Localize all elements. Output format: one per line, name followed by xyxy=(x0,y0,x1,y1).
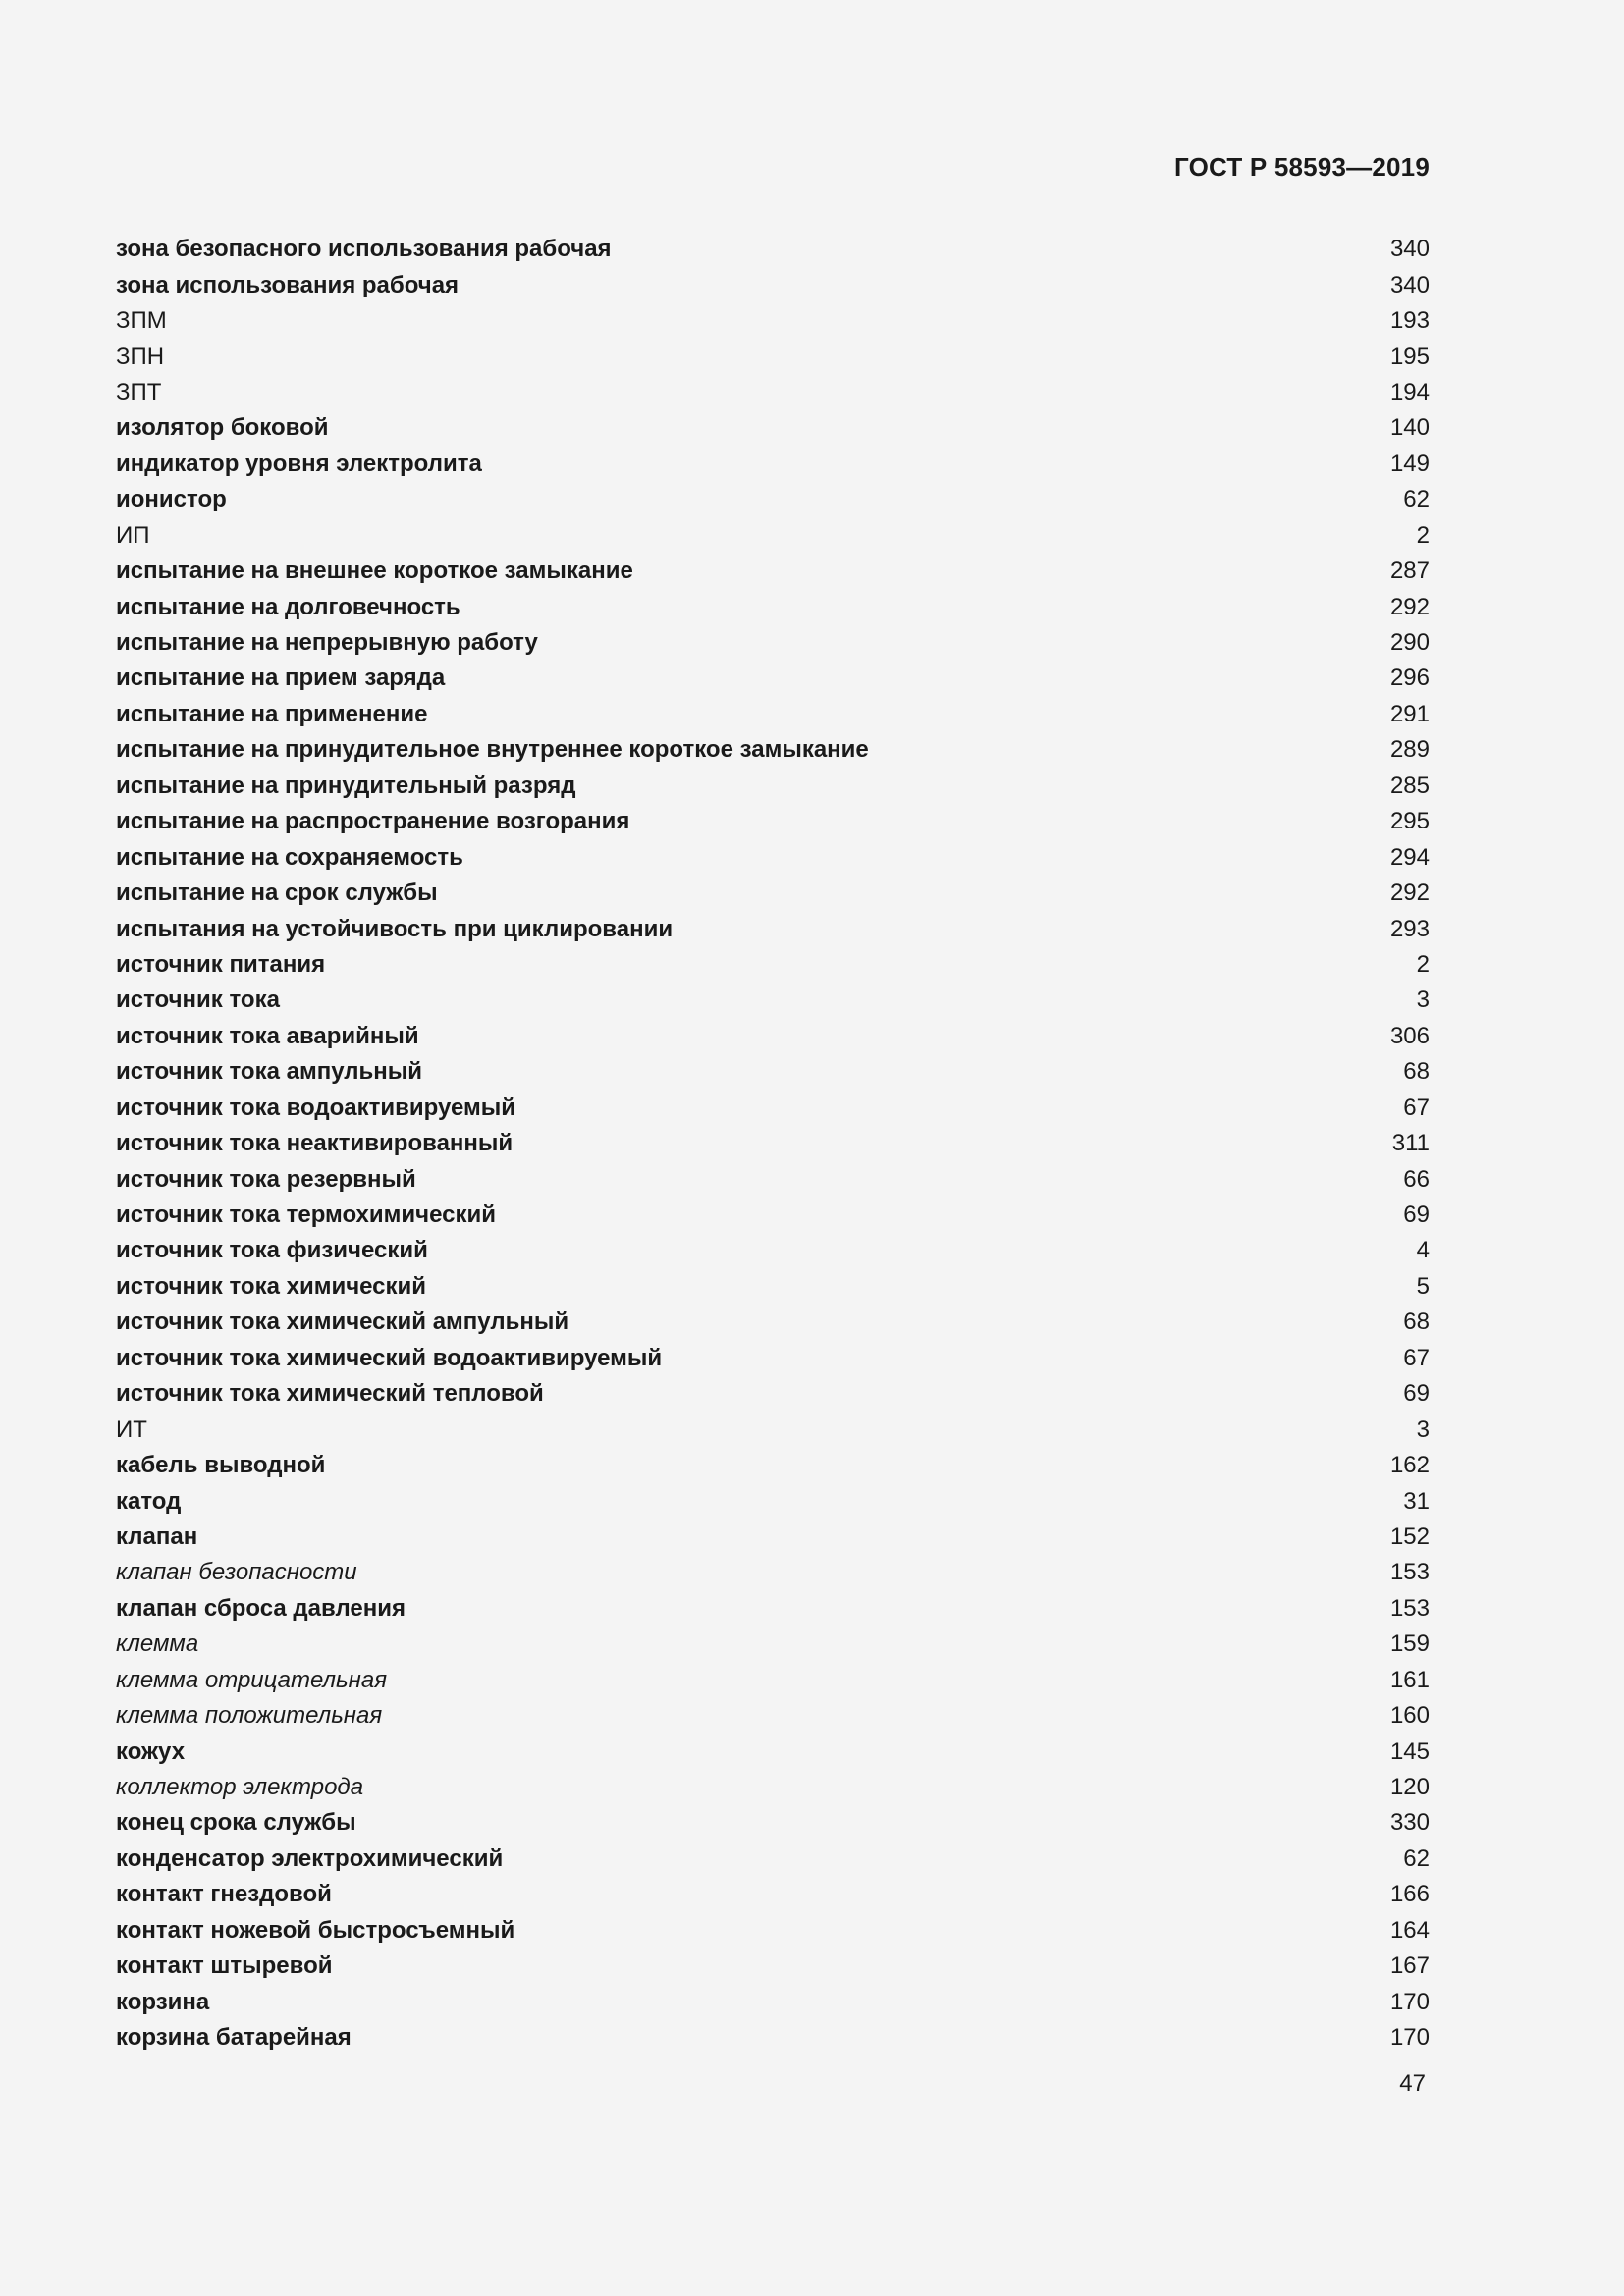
index-entry xyxy=(116,1555,1430,1590)
index-term: клемма отрицательная xyxy=(116,1666,388,1693)
index-page-ref: 295 xyxy=(1389,808,1430,835)
index-term: зона использования рабочая xyxy=(116,271,460,298)
index-page-ref: 289 xyxy=(1389,736,1430,764)
index-page-ref: 140 xyxy=(1389,414,1430,442)
index-term: источник питания xyxy=(116,950,326,978)
index-term: корзина xyxy=(116,1988,210,2015)
index-page-ref: 152 xyxy=(1389,1522,1430,1550)
index-term: кабель выводной xyxy=(116,1452,326,1479)
index-page-ref: 293 xyxy=(1389,915,1430,942)
index-page-ref: 145 xyxy=(1389,1737,1430,1765)
index-entry xyxy=(116,1054,1430,1090)
index-entry xyxy=(116,1483,1430,1519)
index-entry xyxy=(116,1591,1430,1627)
index-page-ref: 164 xyxy=(1389,1916,1430,1944)
index-page-ref: 340 xyxy=(1389,236,1430,263)
index-page-ref: 62 xyxy=(1403,1844,1430,1872)
index-page-ref: 68 xyxy=(1403,1058,1430,1086)
index-page-ref: 69 xyxy=(1403,1380,1430,1408)
index-entry xyxy=(116,732,1430,768)
index-term: зона безопасного использования рабочая xyxy=(116,236,612,263)
index-page-ref: 290 xyxy=(1389,629,1430,657)
index-page-ref: 291 xyxy=(1389,700,1430,727)
index-term: ЗПН xyxy=(116,343,165,370)
index-entry xyxy=(116,1233,1430,1268)
index-term: клемма xyxy=(116,1630,199,1658)
index-entry xyxy=(116,410,1430,446)
index-term: источник тока химический xyxy=(116,1272,427,1300)
index-term: катод xyxy=(116,1487,182,1515)
index-page-ref: 306 xyxy=(1389,1022,1430,1049)
index-page-ref: 66 xyxy=(1403,1165,1430,1193)
index-term: клапан сброса давления xyxy=(116,1594,406,1622)
index-term: ИП xyxy=(116,521,150,549)
index-entry xyxy=(116,1913,1430,1949)
page-number: 47 xyxy=(1399,2070,1426,2097)
index-page-ref: 292 xyxy=(1389,880,1430,907)
index-entry xyxy=(116,1126,1430,1161)
index-entry xyxy=(116,1877,1430,1912)
index-page-ref: 170 xyxy=(1389,1988,1430,2015)
index-entry xyxy=(116,1520,1430,1555)
index-entry xyxy=(116,267,1430,302)
index-entry xyxy=(116,1305,1430,1340)
index-term: коллектор электрода xyxy=(116,1774,364,1801)
index-entry xyxy=(116,1412,1430,1447)
index-term: испытание на срок службы xyxy=(116,880,438,907)
index-term: испытание на прием заряда xyxy=(116,665,446,692)
index-page-ref: 160 xyxy=(1389,1702,1430,1730)
index-entry xyxy=(116,911,1430,946)
index-page-ref: 340 xyxy=(1389,271,1430,298)
index-entry xyxy=(116,232,1430,267)
index-term: индикатор уровня электролита xyxy=(116,450,482,477)
index-entry xyxy=(116,518,1430,554)
index-page-ref: 166 xyxy=(1389,1881,1430,1908)
index-page-ref: 194 xyxy=(1389,378,1430,405)
index-term: кожух xyxy=(116,1737,186,1765)
index-term: испытание на долговечность xyxy=(116,593,460,620)
index-entry xyxy=(116,625,1430,661)
index-page-ref: 159 xyxy=(1389,1630,1430,1658)
index-entry xyxy=(116,1269,1430,1305)
index-term: источник тока физический xyxy=(116,1237,428,1264)
index-entry xyxy=(116,1949,1430,1984)
index-page-ref: 287 xyxy=(1389,558,1430,585)
index-term: источник тока химический тепловой xyxy=(116,1380,544,1408)
index-page-ref: 294 xyxy=(1389,843,1430,871)
index-entry xyxy=(116,947,1430,983)
index-page-ref: 5 xyxy=(1416,1272,1430,1300)
index-term: испытание на применение xyxy=(116,700,428,727)
index-term: источник тока аварийный xyxy=(116,1022,419,1049)
index-term: корзина батарейная xyxy=(116,2024,352,2052)
index-page-ref: 4 xyxy=(1416,1237,1430,1264)
index-page-ref: 67 xyxy=(1403,1094,1430,1121)
index-entry xyxy=(116,804,1430,839)
index-page-ref: 153 xyxy=(1389,1594,1430,1622)
index-page-ref: 120 xyxy=(1389,1774,1430,1801)
index-term: контакт гнездовой xyxy=(116,1881,332,1908)
index-page-ref: 296 xyxy=(1389,665,1430,692)
index-entry xyxy=(116,1984,1430,2019)
index-page-ref: 195 xyxy=(1389,343,1430,370)
index-entry xyxy=(116,375,1430,410)
index-page-ref: 68 xyxy=(1403,1308,1430,1336)
index-entry xyxy=(116,554,1430,589)
index-entry xyxy=(116,589,1430,624)
index-entry xyxy=(116,2020,1430,2056)
index-entry xyxy=(116,1091,1430,1126)
index-entry xyxy=(116,1198,1430,1233)
index-page-ref: 285 xyxy=(1389,772,1430,799)
index-entry xyxy=(116,1805,1430,1841)
index-entry xyxy=(116,303,1430,339)
index-term: контакт штыревой xyxy=(116,1952,333,1980)
index-entry xyxy=(116,1019,1430,1054)
index-page-ref: 153 xyxy=(1389,1559,1430,1586)
index-term: испытания на устойчивость при циклировании xyxy=(116,915,674,942)
index-page-ref: 170 xyxy=(1389,2024,1430,2052)
index-page-ref: 2 xyxy=(1416,950,1430,978)
index-term: источник тока термохимический xyxy=(116,1201,496,1229)
index-term: источник тока водоактивируемый xyxy=(116,1094,516,1121)
index-entry xyxy=(116,697,1430,732)
index-term: ИТ xyxy=(116,1415,147,1443)
index-entry xyxy=(116,1698,1430,1734)
index-page-ref: 69 xyxy=(1403,1201,1430,1229)
index-term: клемма положительная xyxy=(116,1702,383,1730)
index-entry xyxy=(116,447,1430,482)
index-page-ref: 161 xyxy=(1389,1666,1430,1693)
index-term: ионистор xyxy=(116,486,227,513)
index-entry xyxy=(116,1341,1430,1376)
index-term: источник тока химический водоактивируемый xyxy=(116,1344,663,1371)
index-entry xyxy=(116,769,1430,804)
index-term: источник тока резервный xyxy=(116,1165,416,1193)
index-page-ref: 292 xyxy=(1389,593,1430,620)
index-term: контакт ножевой быстросъемный xyxy=(116,1916,515,1944)
index-page-ref: 3 xyxy=(1416,1415,1430,1443)
document-header: ГОСТ Р 58593—2019 xyxy=(1174,152,1430,182)
index-term: испытание на сохраняемость xyxy=(116,843,463,871)
index-term: источник тока ампульный xyxy=(116,1058,422,1086)
index-page-ref: 2 xyxy=(1416,521,1430,549)
index-term: изолятор боковой xyxy=(116,414,329,442)
index-entry xyxy=(116,482,1430,517)
index-entry xyxy=(116,661,1430,696)
index-term: источник тока неактивированный xyxy=(116,1130,514,1157)
index-entry xyxy=(116,876,1430,911)
index-term: конец срока службы xyxy=(116,1809,356,1837)
index-page-ref: 31 xyxy=(1403,1487,1430,1515)
index-entry xyxy=(116,1663,1430,1698)
index-entry xyxy=(116,1842,1430,1877)
index-term: ЗПТ xyxy=(116,378,162,405)
index-entry xyxy=(116,1161,1430,1197)
index-page-ref: 162 xyxy=(1389,1452,1430,1479)
index-term: источник тока химический ампульный xyxy=(116,1308,569,1336)
index-entry xyxy=(116,1770,1430,1805)
index-page-ref: 62 xyxy=(1403,486,1430,513)
index-page-ref: 67 xyxy=(1403,1344,1430,1371)
index-term: ЗПМ xyxy=(116,307,167,335)
index-page-ref: 149 xyxy=(1389,450,1430,477)
index-term: клапан безопасности xyxy=(116,1559,357,1586)
index-term: испытание на непрерывную работу xyxy=(116,629,538,657)
alphabetical-index xyxy=(116,232,1430,2056)
index-page-ref: 330 xyxy=(1389,1809,1430,1837)
index-entry xyxy=(116,983,1430,1018)
index-term: испытание на внешнее короткое замыкание xyxy=(116,558,633,585)
index-entry xyxy=(116,1376,1430,1412)
index-entry xyxy=(116,1627,1430,1662)
index-page-ref: 193 xyxy=(1389,307,1430,335)
index-term: испытание на принудительное внутреннее короткое замыкание xyxy=(116,736,869,764)
index-term: испытание на принудительный разряд xyxy=(116,772,576,799)
index-term: клапан xyxy=(116,1522,198,1550)
index-term: конденсатор электрохимический xyxy=(116,1844,504,1872)
index-page-ref: 3 xyxy=(1416,987,1430,1014)
index-entry xyxy=(116,839,1430,875)
index-term: источник тока xyxy=(116,987,280,1014)
index-term: испытание на распространение возгорания xyxy=(116,808,630,835)
index-page-ref: 311 xyxy=(1391,1130,1430,1157)
index-entry xyxy=(116,1448,1430,1483)
index-entry xyxy=(116,339,1430,374)
index-entry xyxy=(116,1734,1430,1769)
index-page-ref: 167 xyxy=(1389,1952,1430,1980)
